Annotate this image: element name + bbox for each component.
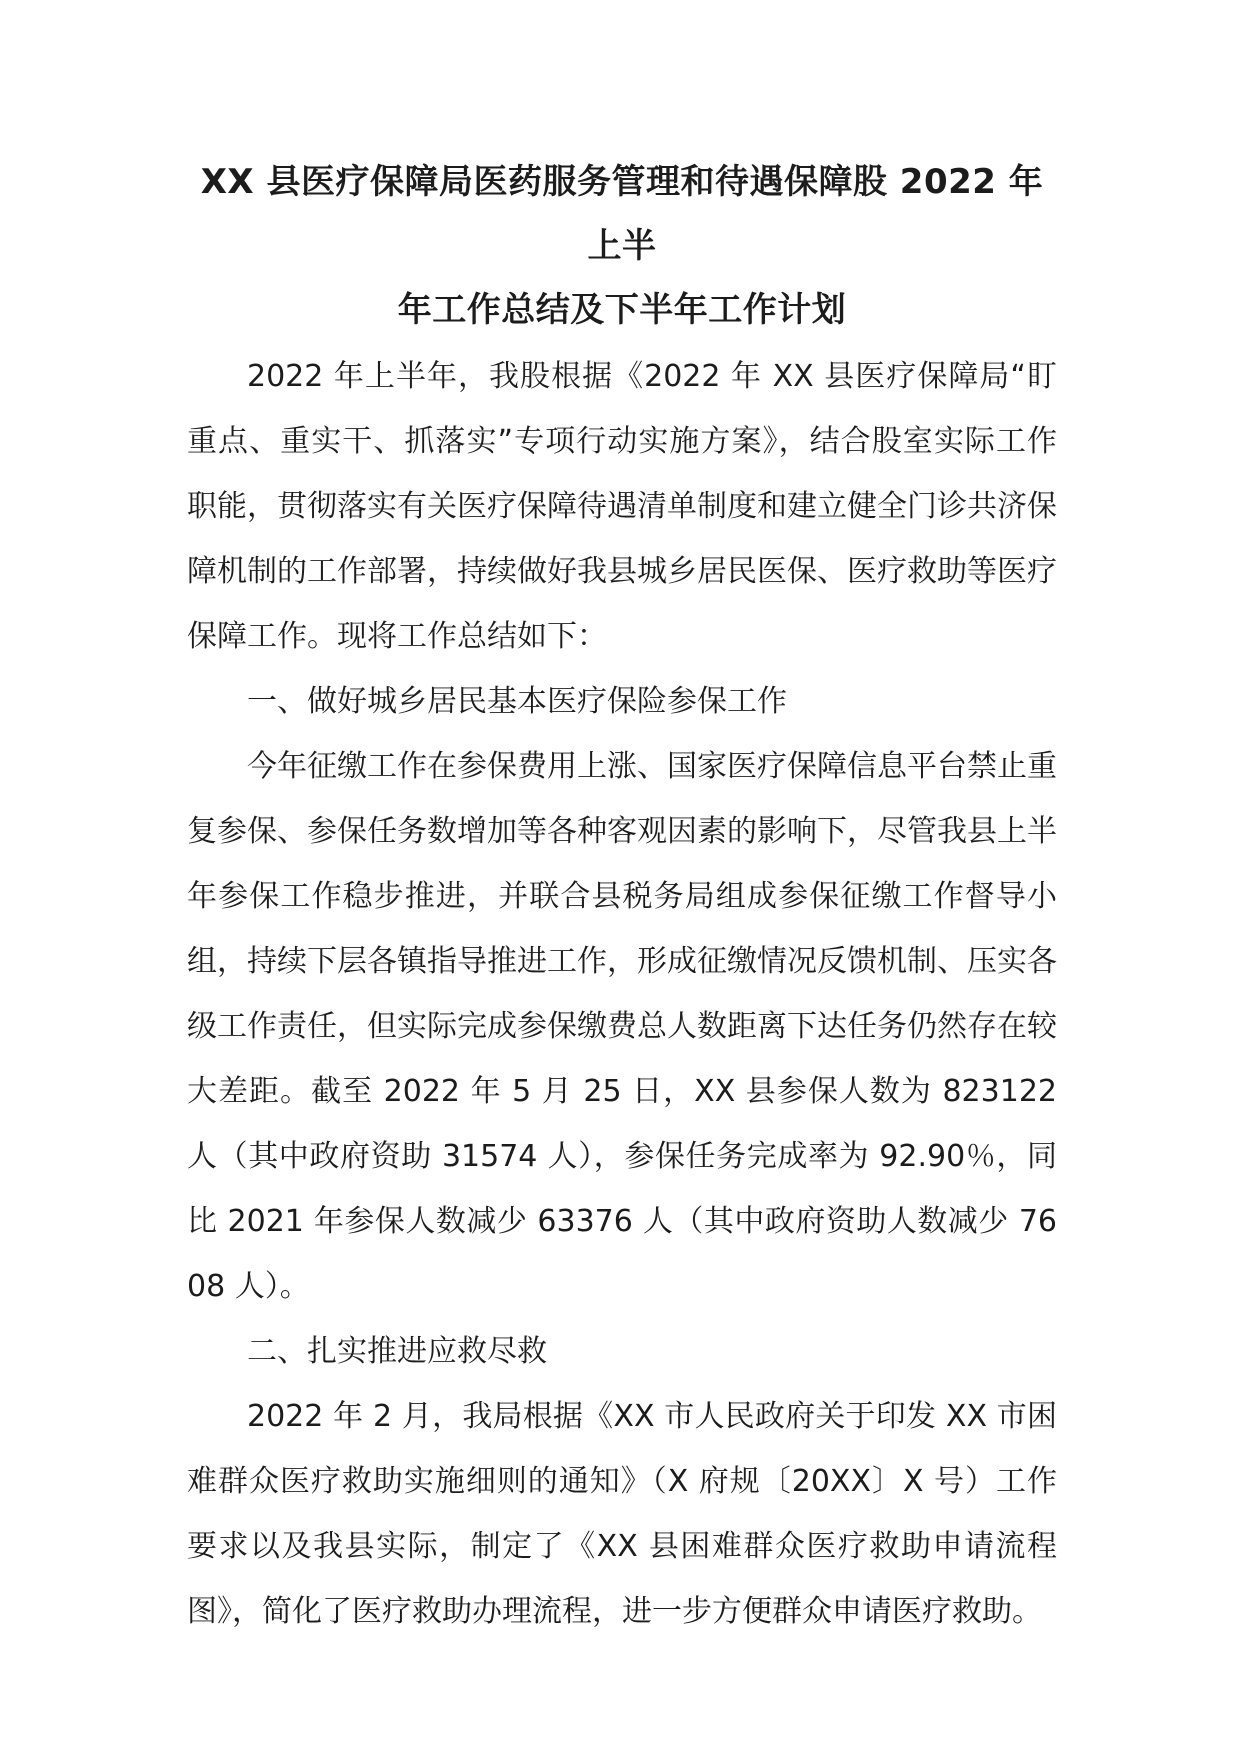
intro-paragraph: 2022 年上半年，我股根据《2022 年 XX 县医疗保障局“盯重点、重实干、抓落实”专项行动实施方案》，结合股室实际工作职能，贯彻落实有关医疗保障待遇清单制度和建立健全门诊共济保障机制的工作部署，持续做好我县城乡居民医保、医疗救助等医疗保障工作。现将工作总结如下： xyxy=(187,359,1057,654)
document-body xyxy=(187,344,1057,1644)
section-heading-1: 一、做好城乡居民基本医疗保险参保工作 xyxy=(247,684,787,719)
section-1-paragraph: 今年征缴工作在参保费用上涨、国家医疗保障信息平台禁止重复参保、参保任务数增加等各种客观因素的影响下，尽管我县上半年参保工作稳步推进，并联合县税务局组成参保征缴工作督导小组，持续下层各镇指导推进工作，形成征缴情况反馈机制、压实各级工作责任，但实际完成参保缴费总人数距离下达任务仍然存在较大差距。截至 2022 年 5 月 25 日，XX 县参保人数为 823122 人（其中政府资助 31574 人），参保任务完成率为 92.90％，同比 2021 年参保人数减少 63376 人（其中政府资助人数减少 7608 人）。 xyxy=(187,749,1057,1304)
title-line-1: XX 县医疗保障局医药服务管理和待遇保障股 2022 年上半 xyxy=(200,162,1044,266)
document-page xyxy=(187,150,1057,1644)
title-line-2: 年工作总结及下半年工作计划 xyxy=(397,290,847,330)
document-title xyxy=(187,150,1057,342)
section-heading-2: 二、扎实推进应救尽救 xyxy=(247,1334,547,1369)
section-2-paragraph: 2022 年 2 月，我局根据《XX 市人民政府关于印发 XX 市困难群众医疗救助实施细则的通知》（X 府规〔20XX〕X 号）工作要求以及我县实际，制定了《XX 县困难群众医疗救助申请流程图》，简化了医疗救助办理流程，进一步方便群众申请医疗救助。 xyxy=(187,1399,1057,1629)
